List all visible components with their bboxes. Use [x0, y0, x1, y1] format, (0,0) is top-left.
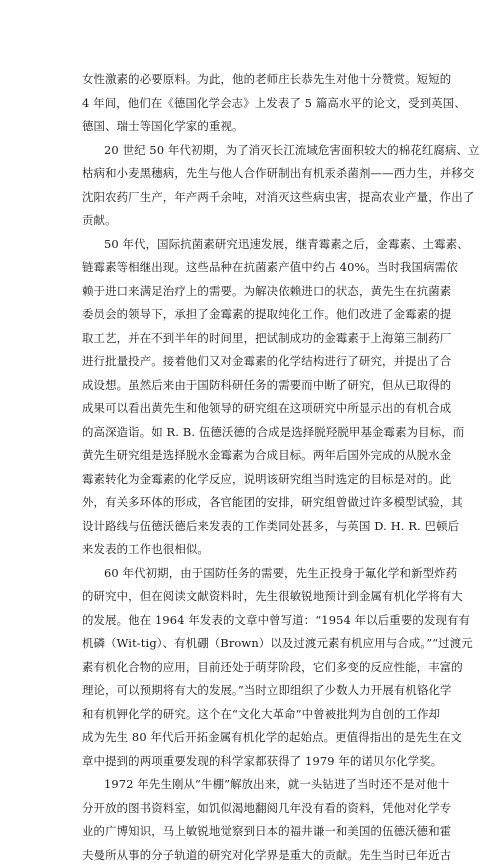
- text-line: 成果可以看出黄先生和他领导的研究组在这项研究中所显示出的有机合成: [82, 397, 418, 421]
- text-line: 1972 年先生刚从“牛棚”解放出来，就一头钻进了当时还不是对他十: [82, 773, 418, 797]
- paragraph: [82, 233, 418, 562]
- text-line: 素有机化合物的应用，目前还处于萌芽阶段，它们多变的反应性能，丰富的: [82, 656, 418, 680]
- text-line: 赖于进口来满足治疗上的需要。为解决依赖进口的状态，黄先生在抗菌素: [82, 280, 418, 304]
- text-line: 业的广博知识，马上敏锐地觉察到日本的福井谦一和美国的伍德沃德和霍: [82, 820, 418, 844]
- paragraph: [82, 562, 418, 774]
- text-line: 黄先生研究组是选择脱水金霉素为合成目标。两年后国外完成的从脱水金: [82, 444, 418, 468]
- text-line: 来发表的工作也很相似。: [82, 538, 418, 562]
- text-line: 成设想。虽然后来由于国防科研任务的需要而中断了研究，但从已取得的: [82, 374, 418, 398]
- text-line: 机磷（Wit-tig）、有机硼（Brown）以及过渡元素有机应用与合成。”“过渡元: [82, 632, 418, 656]
- text-line: 外，有关多环体的形成，各官能团的安排，研究组曾做过许多模型试验，其: [82, 491, 418, 515]
- text-line: 设计路线与伍德沃德后来发表的工作类同处甚多，与英国 D. H. R. 巴顿后: [82, 515, 418, 539]
- text-line: 4 年间，他们在《德国化学会志》上发表了 5 篇高水平的论文，受到英国、: [82, 92, 418, 116]
- text-line: 的研究中，但在阅读文献资料时，先生很敏锐地预计到金属有机化学将有大: [82, 585, 418, 609]
- text-line: 的高深造诣。如 R. B. 伍德沃德的合成是选择脱羟脱甲基金霉素为目标，而: [82, 421, 418, 445]
- paragraph: [82, 68, 418, 139]
- text-line: 沈阳农药厂生产，年产两千余吨，对消灭这些病虫害，提高农业产量，作出了: [82, 186, 418, 210]
- text-line: 女性激素的必要原料。为此，他的老师庄长恭先生对他十分赞赏。短短的: [82, 68, 418, 92]
- text-line: 链霉素等相继出现。这些品种在抗菌素产值中约占 40%。当时我国病需依: [82, 256, 418, 280]
- text-line: 的发展。他在 1964 年发表的文章中曾写道：“1954 年以后重要的发现有有: [82, 609, 418, 633]
- text-line: 和有机钾化学的研究。这个在“文化大革命”中曾被批判为自创的工作却: [82, 703, 418, 727]
- text-line: 夫曼所从事的分子轨道的研究对化学界是重大的贡献。先生当时已年近古: [82, 844, 418, 867]
- text-line: 德国、瑞士等国化学家的重视。: [82, 115, 418, 139]
- text-line: 枯病和小麦黑穗病，先生与他人合作研制出有机汞杀菌剂——西力生，并移交: [82, 162, 418, 186]
- text-line: 进行批量投产。接着他们又对金霉素的化学结构进行了研究，并提出了合: [82, 350, 418, 374]
- text-line: 理论，可以预期将有大的发展。”当时立即组织了少数人力开展有机铬化学: [82, 679, 418, 703]
- text-line: 成为先生 80 年代后开拓金属有机化学的起始点。更值得指出的是先生在文: [82, 726, 418, 750]
- text-line: 分开放的图书资料室，如饥似渴地翻阅几年没有看的资料，凭他对化学专: [82, 797, 418, 821]
- text-line: 取工艺，并在不到半年的时间里，把试制成功的金霉素于上海第三制药厂: [82, 327, 418, 351]
- text-line: 委员会的领导下，承担了金霉素的提取纯化工作。他们改进了金霉素的提: [82, 303, 418, 327]
- body-text: [82, 68, 418, 867]
- paragraph: [82, 139, 418, 233]
- text-line: 章中提到的两项重要发现的科学家都获得了 1979 年的诺贝尔化学奖。: [82, 750, 418, 774]
- paragraph: [82, 773, 418, 867]
- text-line: 50 年代，国际抗菌素研究迅速发展，继青霉素之后，金霉素、土霉素、: [82, 233, 418, 257]
- text-line: 贡献。: [82, 209, 418, 233]
- text-line: 60 年代初期，由于国防任务的需要，先生正投身于氟化学和新型炸药: [82, 562, 418, 586]
- text-line: 霉素转化为金霉素的化学反应，说明该研究组当时选定的目标是对的。此: [82, 468, 418, 492]
- text-line: 20 世纪 50 年代初期，为了消灭长江流域危害面积较大的棉花红腐病、立: [82, 139, 418, 163]
